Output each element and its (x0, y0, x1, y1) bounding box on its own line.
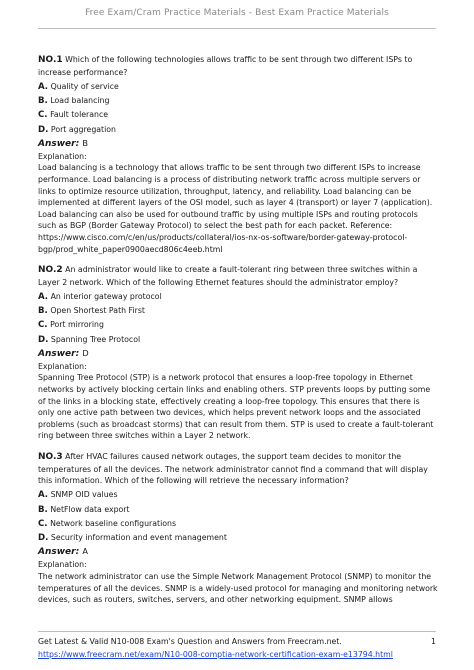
question-1 (38, 54, 438, 255)
question-2-option-b: B. Open Shortest Path First (38, 306, 145, 317)
question-1-option-c: C. Fault tolerance (38, 110, 109, 121)
explanation-label: Explanation: (38, 361, 87, 371)
question-1-stem (38, 54, 438, 78)
question-3-option-d: D. Security information and event management (38, 533, 227, 544)
answer-label: Answer: (38, 138, 80, 149)
page-content (38, 54, 438, 615)
header-divider (38, 28, 436, 29)
explanation-label: Explanation: (38, 151, 87, 161)
question-2-text: An administrator would like to create a fault-tolerant ring between three switches within a Layer 2 network. Which of the following Ethernet features should the administrator employ? (38, 265, 418, 287)
question-3-stem (38, 451, 438, 487)
answer-label: Answer: (38, 547, 80, 558)
question-3-text: After HVAC failures caused network outages, the support team decides to monitor the temperatures of all the devices. The network administrator cannot find a command that will display this information. Which of the following will retrieve the necessary information? (38, 452, 428, 486)
question-1-text: Which of the following technologies allows traffic to be sent through two different ISPs to increase performance? (38, 55, 413, 77)
question-3-option-c: C. Network baseline configurations (38, 518, 177, 529)
question-3-option-a: A. SNMP OID values (38, 490, 118, 501)
question-2 (38, 264, 438, 442)
answer-value: D (82, 347, 89, 358)
question-2-explanation: Spanning Tree Protocol (STP) is a network protocol that ensures a loop-free topology in Ethernet networks by actively blocking certain links and enabling others. STP prevents loops by putting some of the links in a blocking state, effectively creating a loop-free topology. This ensures that there is only one active path between two devices, which helps prevent network loops and the associated problems (such as broadcast storms) that can result from them. STP is used to create a fault-tolerant ring between three switches within a Layer 2 network. (38, 373, 434, 441)
footer-divider (38, 631, 436, 632)
question-1-number: NO.1 (38, 55, 63, 65)
page-header: Free Exam/Cram Practice Materials - Best Exam Practice Materials (85, 8, 389, 18)
explanation-label: Explanation: (38, 560, 87, 570)
question-2-stem (38, 264, 438, 288)
question-2-option-d: D. Spanning Tree Protocol (38, 334, 141, 345)
question-2-option-c: C. Port mirroring (38, 320, 104, 331)
answer-label: Answer: (38, 348, 80, 359)
question-3-option-b: B. NetFlow data export (38, 504, 130, 515)
footer-exam-link[interactable]: https://www.freecram.net/exam/N10-008-comptia-network-certification-exam-e13794.html (38, 650, 393, 659)
question-2-answer (38, 347, 438, 360)
question-3 (38, 451, 438, 606)
question-1-option-a: A. Quality of service (38, 81, 119, 92)
footer-text: Get Latest & Valid N10-008 Exam's Question and Answers from Freecram.net. (38, 637, 342, 646)
question-3-answer (38, 545, 438, 558)
question-1-option-b: B. Load balancing (38, 95, 110, 106)
question-3-number: NO.3 (38, 452, 63, 462)
page-number: 1 (431, 637, 436, 646)
question-3-explanation: The network administrator can use the Simple Network Management Protocol (SNMP) to monitor the temperatures of all the devices. SNMP is a widely-used protocol for managing and monitoring network devices, such as routers, switches, servers, and other networking equipment. SNMP allows (38, 571, 438, 605)
question-1-option-d: D. Port aggregation (38, 124, 116, 135)
question-1-explanation: Load balancing is a technology that allows traffic to be sent through two different ISPs to increase performance. Load balancing is a process of distributing network traffic across multiple servers or links to optimize resource utilization, throughput, latency, and reliability. Load balancing can be implemented at different layers of the OSI model, such as layer 4 (transport) or layer 7 (application). Load balancing can also be used for outbound traffic by using multiple ISPs and routing protocols such as BGP (Border Gateway Protocol) to select the best path for each packet. Reference: https://www.cisco.com/c/en/us/products/collateral/ios-nx-os-software/border-gateway-protocol-bgp/prod_white_paper0900aecd806c4eeb.html (38, 163, 433, 254)
answer-value: A (82, 546, 88, 557)
question-2-number: NO.2 (38, 265, 63, 276)
answer-value: B (82, 137, 88, 148)
question-2-option-a: A. An interior gateway protocol (38, 291, 162, 302)
question-1-answer (38, 137, 438, 150)
